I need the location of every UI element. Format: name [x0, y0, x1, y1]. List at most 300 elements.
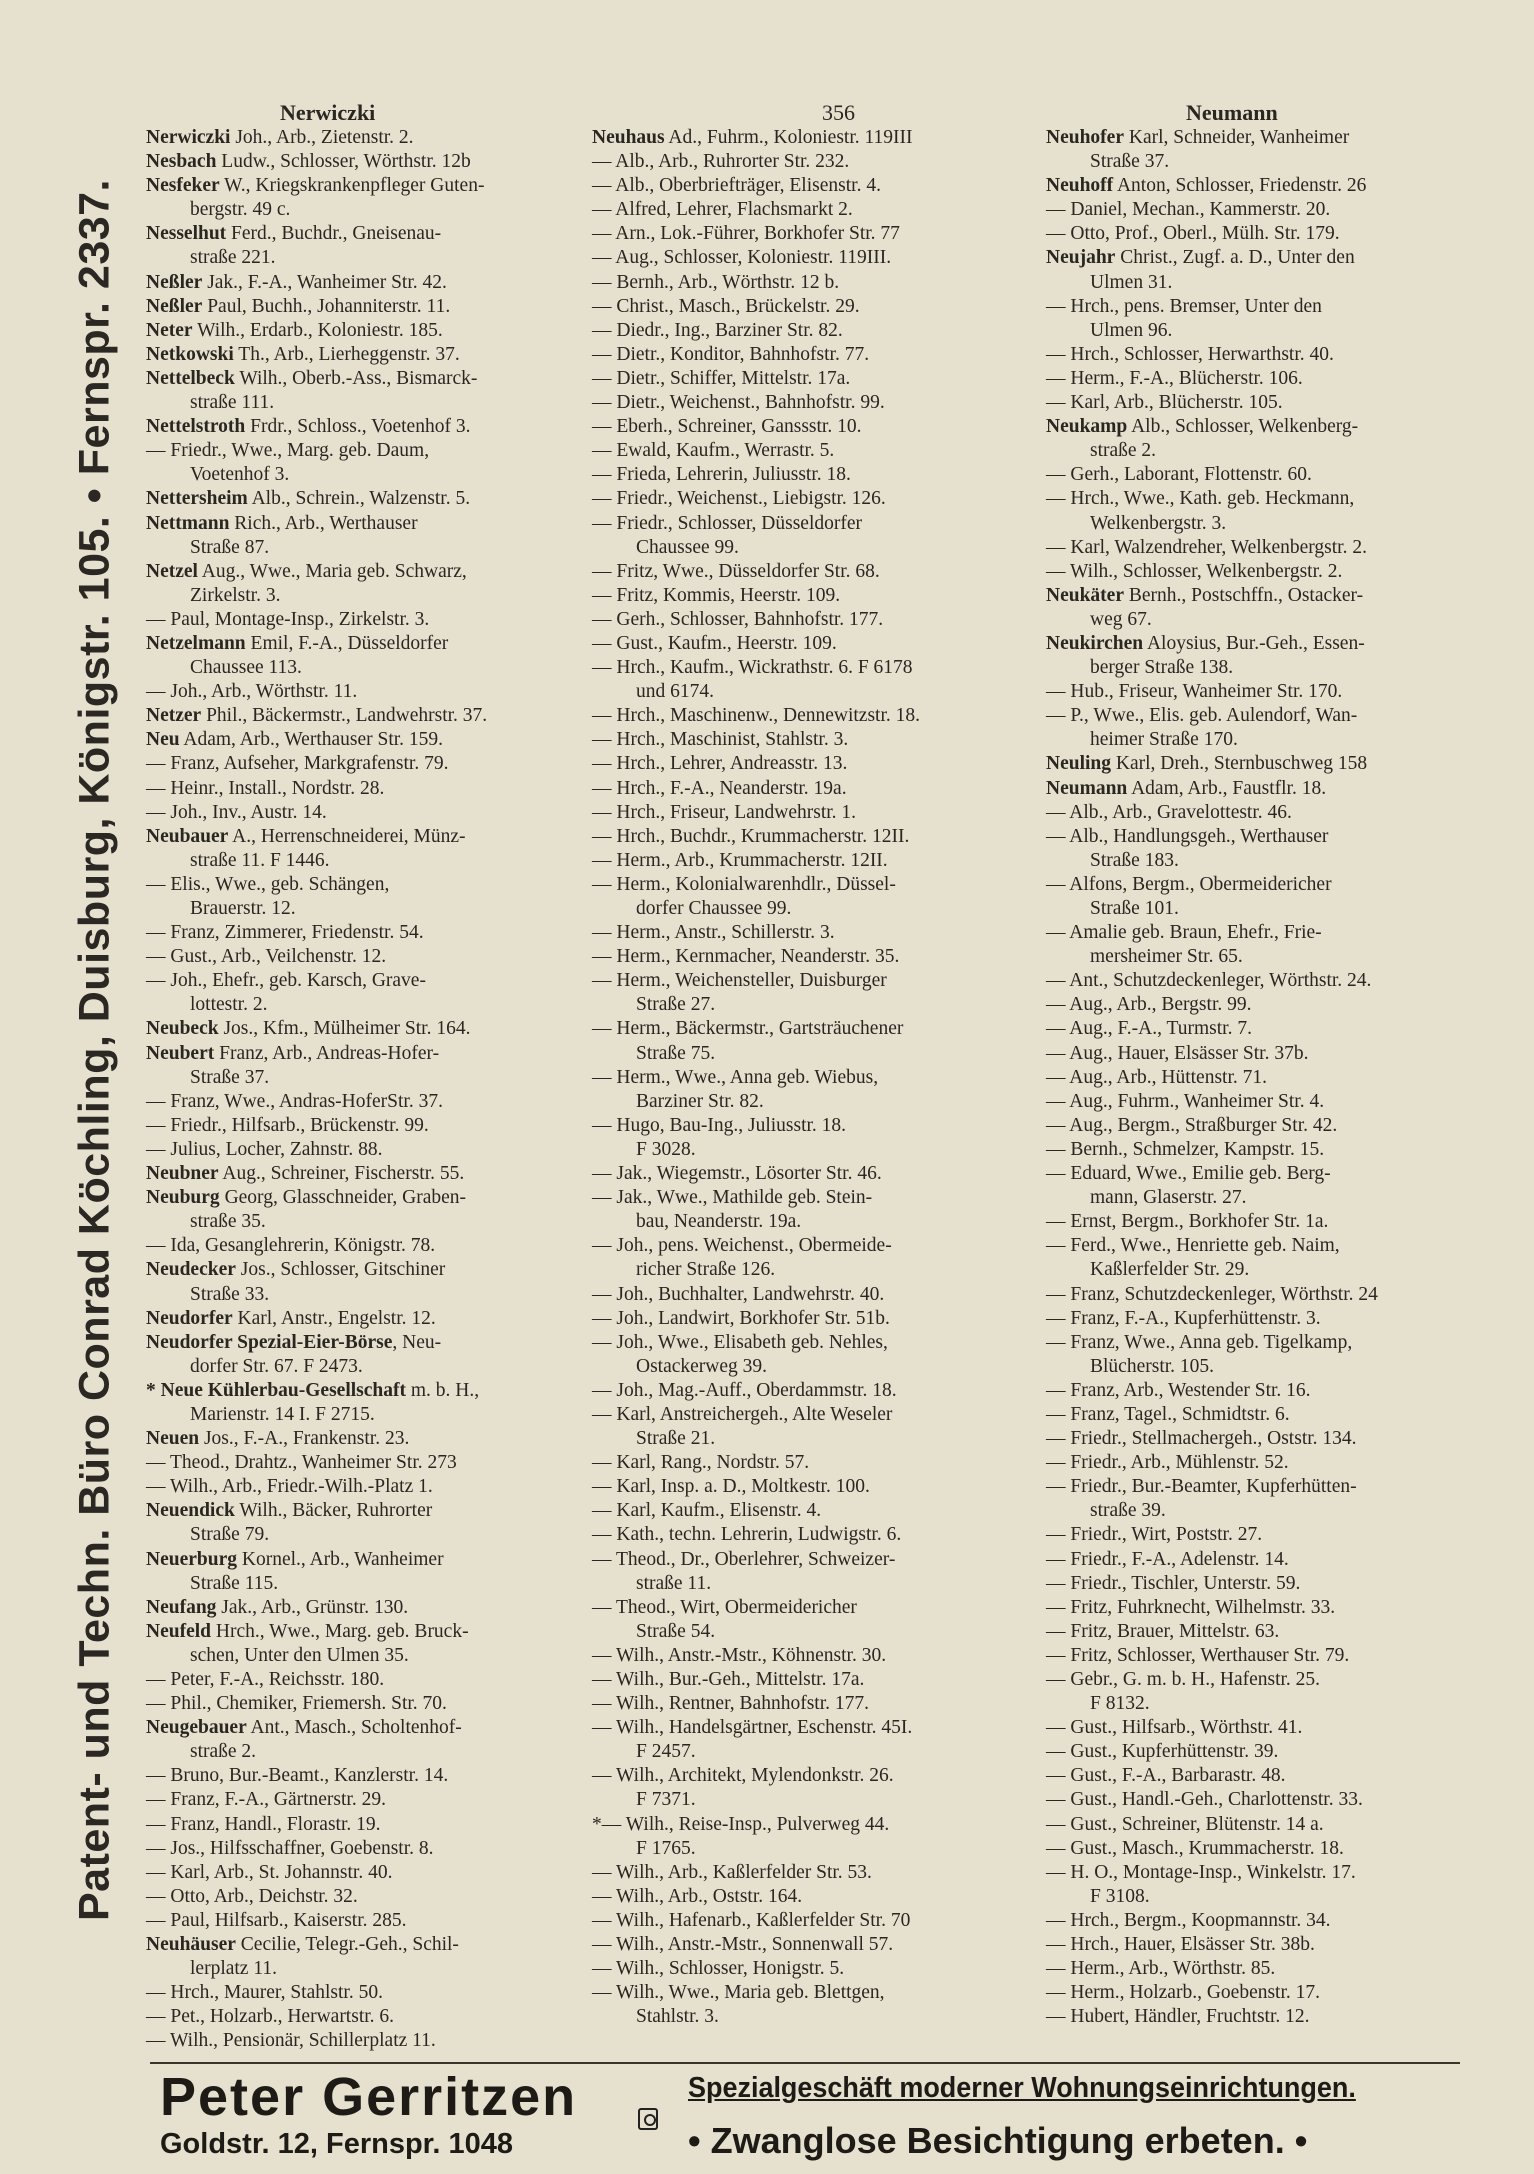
entry-text: — Peter, F.-A., Reichsstr. 180. — [146, 1669, 385, 1690]
header-last-entry: Neumann — [1186, 100, 1278, 125]
entry-text: bergstr. 49 c. — [190, 199, 291, 221]
directory-entry — [1046, 1066, 1378, 1090]
entry-surname: Nerwiczki — [146, 127, 231, 148]
directory-entry — [1046, 415, 1378, 439]
entry-text: Emil, F.-A., Düsseldorfer — [245, 632, 449, 654]
entry-text: — Hrch., Schlosser, Herwarthstr. 40. — [1046, 343, 1334, 365]
directory-entry — [146, 295, 487, 319]
entry-text: Karl, Dreh., Sternbuschweg 158 — [1111, 753, 1368, 775]
entry-surname: Neufang — [146, 1596, 217, 1618]
entry-continuation — [1046, 439, 1378, 463]
entry-text: — Friedr., Bur.-Beamter, Kupferhütten- — [1046, 1476, 1357, 1498]
entry-text: Straße 21. — [636, 1428, 716, 1450]
entry-text: — Christ., Masch., Brückelstr. 29. — [592, 295, 860, 317]
entry-text: — Joh., pens. Weichenst., Obermeide- — [592, 1235, 892, 1257]
entry-text: berger Straße 138. — [1090, 657, 1234, 679]
directory-entry — [592, 1114, 920, 1138]
directory-entry — [592, 1283, 920, 1307]
entry-text: — Eduard, Wwe., Emilie geb. Berg- — [1046, 1163, 1331, 1185]
directory-entry — [592, 1066, 920, 1090]
directory-entry — [1046, 1427, 1378, 1451]
entry-text: F 3108. — [1090, 1885, 1150, 1907]
ad-tagline: Spezialgeschäft moderner Wohnungseinrichtungen. — [688, 2072, 1356, 2104]
ad-divider — [150, 2062, 1460, 2064]
entry-text: — Aug., Arb., Hüttenstr. 71. — [1046, 1066, 1268, 1088]
directory-entry — [146, 1668, 487, 1692]
entry-text: dorfer Str. 67. F 2473. — [190, 1355, 363, 1377]
entry-continuation — [146, 656, 487, 680]
directory-entry — [146, 2005, 487, 2029]
directory-entry — [146, 367, 487, 391]
directory-entry — [1046, 921, 1378, 945]
entry-surname: Nettelbeck — [146, 367, 235, 389]
entry-text: — Hrch., Maschinenw., Dennewitzstr. 18. — [592, 705, 920, 727]
entry-surname: Neugebauer — [146, 1717, 247, 1739]
directory-entry — [1046, 1475, 1378, 1499]
entry-text: Welkenbergstr. 3. — [1090, 512, 1227, 534]
entry-text: — Hrch., Friseur, Landwehrstr. 1. — [592, 801, 857, 823]
entry-text: — Wilh., Rentner, Bahnhofstr. 177. — [592, 1693, 870, 1715]
entry-text: — Karl, Anstreichergeh., Alte Weseler — [592, 1403, 893, 1425]
entry-text: F 1765. — [636, 1837, 696, 1859]
entry-text: — Jak., Wiegemstr., Lösorter Str. 46. — [592, 1163, 882, 1185]
directory-entry — [1046, 704, 1378, 728]
directory-entry — [146, 1331, 487, 1355]
directory-entry — [1046, 1114, 1378, 1138]
directory-entry — [1046, 1716, 1378, 1740]
entry-text: Marienstr. 14 I. F 2715. — [190, 1403, 375, 1425]
entry-text: — Ewald, Kaufm., Werrastr. 5. — [592, 440, 835, 462]
entry-surname: Neßler — [146, 295, 203, 317]
directory-entry — [592, 1162, 920, 1186]
entry-text: Wilh., Erdarb., Koloniestr. 185. — [192, 319, 443, 341]
entry-continuation — [1046, 656, 1378, 680]
entry-text: straße 2. — [1090, 440, 1157, 462]
directory-entry — [592, 1475, 920, 1499]
directory-entry — [592, 1909, 920, 1933]
directory-entry — [592, 873, 920, 897]
directory-entry — [146, 969, 487, 993]
directory-entry — [1046, 1981, 1378, 2005]
directory-entry — [1046, 487, 1378, 511]
directory-entry — [146, 1090, 487, 1114]
entry-text: — Joh., Landwirt, Borkhofer Str. 51b. — [592, 1307, 890, 1329]
entry-surname: Nettmann — [146, 512, 230, 534]
entry-text: , Neu- — [392, 1331, 442, 1353]
entry-continuation — [146, 1644, 487, 1668]
directory-entry — [1046, 1861, 1378, 1885]
entry-continuation — [592, 1427, 920, 1451]
entry-text: — Wilh., Anstr.-Mstr., Sonnenwall 57. — [592, 1934, 894, 1956]
entry-text: — Friedr., Tischler, Unterstr. 59. — [1046, 1572, 1301, 1594]
entry-text: F 8132. — [1090, 1693, 1150, 1715]
entry-surname: Neukamp — [1046, 416, 1128, 438]
entry-text: Adam, Arb., Werthauser Str. 159. — [179, 729, 444, 751]
directory-entry — [592, 1234, 920, 1258]
entry-continuation — [592, 2005, 920, 2029]
entry-text: — Bruno, Bur.-Beamt., Kanzlerstr. 14. — [146, 1765, 449, 1787]
entry-continuation — [1046, 1499, 1378, 1523]
entry-text: — Arn., Lok.-Führer, Borkhofer Str. 77 — [592, 223, 900, 245]
directory-entry — [1046, 1740, 1378, 1764]
directory-entry — [146, 1933, 487, 1957]
directory-entry — [592, 1813, 920, 1837]
entry-text: Frdr., Schloss., Voetenhof 3. — [245, 416, 471, 438]
header-first-entry: Nerwiczki — [280, 100, 376, 125]
entry-text: Straße 27. — [636, 994, 716, 1016]
entry-text: — Hugo, Bau-Ing., Juliusstr. 18. — [592, 1114, 847, 1136]
entry-text: — Dietr., Konditor, Bahnhofstr. 77. — [592, 343, 870, 365]
entry-text: — Paul, Montage-Insp., Zirkelstr. 3. — [146, 608, 430, 630]
entry-text: — Aug., F.-A., Turmstr. 7. — [1046, 1018, 1252, 1040]
directory-entry — [592, 415, 920, 439]
directory-entry — [1046, 1813, 1378, 1837]
directory-entry — [1046, 343, 1378, 367]
directory-entry — [1046, 391, 1378, 415]
entry-text: — Wilh., Arb., Oststr. 164. — [592, 1885, 803, 1907]
entry-text: Bernh., Postschffn., Ostacker- — [1123, 584, 1364, 606]
directory-entry — [1046, 1042, 1378, 1066]
entry-text: Ulmen 31. — [1090, 271, 1173, 293]
entry-continuation — [1046, 1258, 1378, 1282]
entry-text: — Herm., Anstr., Schillerstr. 3. — [592, 922, 835, 944]
directory-entry — [146, 222, 487, 246]
entry-continuation — [592, 1138, 920, 1162]
entry-continuation — [146, 584, 487, 608]
entry-text: Straße 37. — [1090, 151, 1170, 173]
directory-entry — [146, 704, 487, 728]
entry-surname: Neudorfer Spezial-Eier-Börse — [146, 1331, 393, 1353]
entry-text: — Paul, Hilfsarb., Kaiserstr. 285. — [146, 1909, 407, 1931]
entry-continuation — [592, 993, 920, 1017]
directory-entry — [146, 126, 487, 150]
entry-text: F 3028. — [636, 1138, 696, 1160]
directory-entry — [146, 174, 487, 198]
entry-text: Kaßlerfelder Str. 29. — [1090, 1259, 1250, 1281]
entry-text: — Theod., Drahtz., Wanheimer Str. 273 — [146, 1452, 457, 1474]
entry-text: Georg, Glasschneider, Graben- — [219, 1187, 466, 1209]
entry-text: Straße 54. — [636, 1620, 716, 1642]
entry-text: Ant., Masch., Scholtenhof- — [246, 1717, 462, 1739]
entry-surname: Neter — [146, 319, 193, 341]
directory-entry — [146, 1885, 487, 1909]
entry-text: lottestr. 2. — [190, 994, 268, 1016]
entry-text: Hrch., Wwe., Marg. geb. Bruck- — [211, 1620, 469, 1642]
entry-continuation — [592, 1740, 920, 1764]
entry-text: — Joh., Buchhalter, Landwehrstr. 40. — [592, 1283, 885, 1305]
directory-entry — [146, 1427, 487, 1451]
directory-entry — [1046, 777, 1378, 801]
directory-entry — [592, 584, 920, 608]
directory-entry — [592, 246, 920, 270]
entry-text: Aug., Wwe., Maria geb. Schwarz, — [197, 560, 467, 582]
directory-entry — [1046, 295, 1378, 319]
entry-text: Straße 115. — [190, 1572, 279, 1594]
entry-text: — Aug., Bergm., Straßburger Str. 42. — [1046, 1114, 1338, 1136]
directory-entry — [146, 945, 487, 969]
entry-text: Jos., Kfm., Mülheimer Str. 164. — [218, 1018, 471, 1040]
entry-text: — Otto, Arb., Deichstr. 32. — [146, 1885, 358, 1907]
entry-text: — Hrch., F.-A., Neanderstr. 19a. — [592, 777, 847, 799]
directory-entry — [146, 608, 487, 632]
entry-surname: Nesselhut — [146, 223, 227, 245]
entry-text: — Franz, F.-A., Kupferhüttenstr. 3. — [1046, 1307, 1321, 1329]
entry-text: — Friedr., Weichenst., Liebigstr. 126. — [592, 488, 886, 510]
entry-continuation — [146, 897, 487, 921]
directory-entry — [1046, 1090, 1378, 1114]
entry-continuation — [146, 1403, 487, 1427]
entry-text: — Wilh., Arb., Friedr.-Wilh.-Platz 1. — [146, 1476, 433, 1498]
entry-text: — Karl, Arb., St. Johannstr. 40. — [146, 1861, 393, 1883]
directory-entry — [1046, 1307, 1378, 1331]
directory-entry — [1046, 198, 1378, 222]
directory-entry — [146, 1596, 487, 1620]
directory-entry — [146, 512, 487, 536]
entry-text: — Daniel, Mechan., Kammerstr. 20. — [1046, 199, 1331, 221]
entry-text: Straße 101. — [1090, 898, 1179, 919]
entry-text: — Gust., Handl.-Geh., Charlottenstr. 33. — [1046, 1789, 1363, 1811]
entry-text: — Fritz, Schlosser, Werthauser Str. 79. — [1046, 1644, 1350, 1666]
entry-text: *— Wilh., Reise-Insp., Pulverweg 44. — [592, 1813, 890, 1835]
entry-continuation — [146, 463, 487, 487]
directory-entry — [592, 512, 920, 536]
entry-text: — Karl, Walzendreher, Welkenbergstr. 2. — [1046, 536, 1367, 558]
directory-entry — [1046, 969, 1378, 993]
ad-invitation: • Zwanglose Besichtigung erbeten. • — [688, 2120, 1308, 2161]
directory-entry — [146, 1548, 487, 1572]
entry-text: — Friedr., Stellmachergeh., Oststr. 134. — [1046, 1428, 1357, 1450]
entry-text: Adam, Arb., Faustflr. 18. — [1127, 777, 1327, 799]
entry-surname: Nesfeker — [146, 175, 220, 197]
directory-entry — [592, 1716, 920, 1740]
entry-surname: Neuburg — [146, 1187, 220, 1209]
directory-entry — [146, 487, 487, 511]
directory-entry — [592, 1668, 920, 1692]
entry-text: Jos., Schlosser, Gitschiner — [235, 1259, 446, 1281]
directory-entry — [146, 1788, 487, 1812]
entry-text: — Fritz, Kommis, Heerstr. 109. — [592, 584, 841, 606]
directory-entry — [1046, 1764, 1378, 1788]
entry-text: Alb., Schrein., Walzenstr. 5. — [247, 488, 471, 510]
entry-text: — Aug., Hauer, Elsässer Str. 37b. — [1046, 1042, 1309, 1064]
entry-surname: * Neue Kühlerbau-Gesellschaft — [146, 1379, 406, 1401]
entry-text: straße 11. F 1446. — [190, 849, 330, 871]
entry-text: — Franz, F.-A., Gärtnerstr. 29. — [146, 1789, 386, 1811]
entry-surname: Neuhoff — [1046, 175, 1114, 197]
entry-text: — Hrch., Lehrer, Andreasstr. 13. — [592, 753, 848, 775]
directory-entry — [146, 1379, 487, 1403]
entry-continuation — [592, 1572, 920, 1596]
directory-entry — [592, 487, 920, 511]
entry-text: — Ant., Schutzdeckenleger, Wörthstr. 24. — [1046, 970, 1372, 992]
entry-text: — Alb., Arb., Ruhrorter Str. 232. — [592, 151, 850, 173]
entry-text: — Joh., Arb., Wörthstr. 11. — [146, 681, 358, 703]
directory-entry — [146, 1042, 487, 1066]
entry-surname: Neßler — [146, 271, 203, 293]
ad-company-name: Peter Gerritzen — [160, 2067, 578, 2127]
entry-text: Jak., Arb., Grünstr. 130. — [216, 1596, 409, 1618]
entry-text: — Gerh., Schlosser, Bahnhofstr. 177. — [592, 608, 884, 630]
entry-text: — Wilh., Arb., Kaßlerfelder Str. 53. — [592, 1861, 872, 1883]
entry-text: Straße 183. — [1090, 849, 1179, 871]
entry-text: — Friedr., Wwe., Marg. geb. Daum, — [146, 440, 430, 462]
entry-continuation — [592, 680, 920, 704]
entry-text: bau, Neanderstr. 19a. — [636, 1211, 802, 1233]
entry-text: — Pet., Holzarb., Herwartstr. 6. — [146, 2006, 395, 2028]
entry-text: Th., Arb., Lierheggenstr. 37. — [233, 343, 460, 365]
entry-text: — Wilh., Wwe., Maria geb. Blettgen, — [592, 1982, 885, 2004]
entry-text: — Karl, Rang., Nordstr. 57. — [592, 1452, 810, 1474]
entry-text: Blücherstr. 105. — [1090, 1355, 1215, 1377]
directory-entry — [592, 1548, 920, 1572]
directory-entry — [592, 1861, 920, 1885]
entry-continuation — [146, 1572, 487, 1596]
entry-text: — Friedr., F.-A., Adelenstr. 14. — [1046, 1548, 1289, 1570]
directory-entry — [146, 1234, 487, 1258]
entry-text: — Kath., techn. Lehrerin, Ludwigstr. 6. — [592, 1524, 902, 1546]
directory-entry — [1046, 1572, 1378, 1596]
entry-continuation — [1046, 608, 1378, 632]
entry-surname: Neuhofer — [1046, 127, 1124, 148]
entry-continuation — [146, 1957, 487, 1981]
entry-surname: Netzer — [146, 705, 202, 727]
entry-continuation — [146, 1740, 487, 1764]
entry-text: — Wilh., Anstr.-Mstr., Köhnenstr. 30. — [592, 1644, 887, 1666]
directory-entry — [1046, 680, 1378, 704]
directory-entry — [1046, 1668, 1378, 1692]
entry-text: Wilh., Oberb.-Ass., Bismarck- — [234, 367, 478, 389]
entry-text: — Bernh., Arb., Wörthstr. 12 b. — [592, 271, 840, 293]
directory-entry — [1046, 536, 1378, 560]
entry-continuation — [146, 1066, 487, 1090]
entry-text: — Fritz, Wwe., Düsseldorfer Str. 68. — [592, 560, 880, 582]
entry-continuation — [146, 993, 487, 1017]
entry-text: Joh., Arb., Zietenstr. 2. — [230, 127, 414, 148]
directory-entry — [1046, 1234, 1378, 1258]
entry-text: — Herm., Arb., Krummacherstr. 12II. — [592, 849, 888, 871]
entry-text: A., Herrenschneiderei, Münz- — [228, 825, 466, 847]
directory-entry — [1046, 825, 1378, 849]
directory-entry — [592, 945, 920, 969]
entry-surname: Netzel — [146, 560, 198, 582]
directory-entry — [146, 1981, 487, 2005]
entry-text: — Joh., Wwe., Elisabeth geb. Nehles, — [592, 1331, 888, 1353]
entry-continuation — [1046, 1355, 1378, 1379]
entry-surname: Neuerburg — [146, 1548, 237, 1570]
entry-text: — Dietr., Weichenst., Bahnhofstr. 99. — [592, 392, 885, 414]
entry-text: — Hrch., Maschinist, Stahlstr. 3. — [592, 729, 849, 751]
directory-entry — [146, 1813, 487, 1837]
directory-entry — [592, 1644, 920, 1668]
entry-text: Chaussee 99. — [636, 536, 739, 558]
entry-continuation — [1046, 849, 1378, 873]
entry-surname: Neuen — [146, 1428, 200, 1450]
column-3 — [1046, 126, 1378, 2029]
directory-entry — [592, 126, 920, 150]
entry-text: — Gerh., Laborant, Flottenstr. 60. — [1046, 464, 1312, 486]
directory-entry — [592, 295, 920, 319]
entry-text: — Herm., Kolonialwarenhdlr., Düssel- — [592, 873, 896, 895]
directory-entry — [1046, 1548, 1378, 1572]
entry-text: — Fritz, Fuhrknecht, Wilhelmstr. 33. — [1046, 1596, 1336, 1618]
entry-text: — Theod., Wirt, Obermeidericher — [592, 1596, 857, 1618]
entry-text: — Fritz, Brauer, Mittelstr. 63. — [1046, 1620, 1280, 1642]
entry-text: — Gust., Masch., Krummacherstr. 18. — [1046, 1837, 1344, 1859]
entry-text: Ulmen 96. — [1090, 319, 1173, 341]
entry-continuation — [1046, 1186, 1378, 1210]
directory-entry — [1046, 1379, 1378, 1403]
directory-entry — [1046, 174, 1378, 198]
entry-continuation — [146, 391, 487, 415]
entry-text: mersheimer Str. 65. — [1090, 946, 1243, 968]
entry-text: — Herm., Bäckermstr., Gartsträuchener — [592, 1018, 904, 1040]
entry-surname: Nettersheim — [146, 488, 248, 510]
entry-text: Karl, Schneider, Wanheimer — [1123, 127, 1350, 148]
directory-entry — [592, 150, 920, 174]
directory-entry — [1046, 1403, 1378, 1427]
directory-entry — [1046, 1596, 1378, 1620]
directory-entry — [146, 2029, 487, 2053]
entry-text: straße 39. — [1090, 1500, 1166, 1522]
entry-text: — Theod., Dr., Oberlehrer, Schweizer- — [592, 1548, 896, 1570]
entry-text: Stahlstr. 3. — [636, 2006, 719, 2028]
entry-text: straße 111. — [190, 392, 275, 414]
directory-entry — [1046, 993, 1378, 1017]
entry-text: — Gebr., G. m. b. H., Hafenstr. 25. — [1046, 1669, 1321, 1690]
entry-text: — Herm., Weichensteller, Duisburger — [592, 970, 887, 992]
entry-surname: Neudecker — [146, 1259, 236, 1281]
entry-text: Aug., Schreiner, Fischerstr. 55. — [218, 1163, 465, 1185]
directory-entry — [592, 367, 920, 391]
directory-entry — [592, 1331, 920, 1355]
directory-entry — [1046, 463, 1378, 487]
entry-text: — Hrch., pens. Bremser, Unter den — [1046, 295, 1322, 317]
entry-text: weg 67. — [1090, 608, 1152, 630]
entry-surname: Neufeld — [146, 1620, 211, 1642]
entry-text: — Herm., F.-A., Blücherstr. 106. — [1046, 367, 1303, 389]
directory-entry — [146, 1017, 487, 1041]
entry-text: Straße 75. — [636, 1042, 716, 1064]
entry-text: dorfer Chaussee 99. — [636, 898, 792, 919]
entry-surname: Neu — [146, 729, 180, 751]
entry-text: — Alfons, Bergm., Obermeidericher — [1046, 873, 1332, 895]
entry-text: — P., Wwe., Elis. geb. Aulendorf, Wan- — [1046, 705, 1358, 727]
entry-text: — Ida, Gesanglehrerin, Königstr. 78. — [146, 1235, 436, 1257]
directory-entry — [1046, 1620, 1378, 1644]
directory-entry — [592, 391, 920, 415]
entry-text: Zirkelstr. 3. — [190, 584, 281, 606]
directory-entry — [592, 1957, 920, 1981]
entry-text: Straße 79. — [190, 1524, 270, 1546]
entry-text: — Ernst, Bergm., Borkhofer Str. 1a. — [1046, 1211, 1329, 1233]
directory-entry — [146, 1186, 487, 1210]
entry-text: — Otto, Prof., Oberl., Mülh. Str. 179. — [1046, 223, 1340, 245]
entry-text: Aloysius, Bur.-Geh., Essen- — [1143, 632, 1365, 654]
entry-text: — Dietr., Schiffer, Mittelstr. 17a. — [592, 367, 851, 389]
entry-text: — Franz, Tagel., Schmidtstr. 6. — [1046, 1403, 1290, 1425]
directory-entry — [146, 1475, 487, 1499]
entry-continuation — [592, 1258, 920, 1282]
sidebar-advertisement: Patent- und Techn. Büro Conrad Köchling, Duisburg, Königstr. 105. • Fernspr. 2337. — [70, 178, 119, 1922]
entry-text: — Amalie geb. Braun, Ehefr., Frie- — [1046, 922, 1322, 944]
entry-text: — Bernh., Schmelzer, Kampstr. 15. — [1046, 1138, 1325, 1160]
directory-entry — [1046, 584, 1378, 608]
entry-text: — Hrch., Kaufm., Wickrathstr. 6. F 6178 — [592, 657, 913, 679]
directory-entry — [146, 680, 487, 704]
entry-text: — Elis., Wwe., geb. Schängen, — [146, 873, 390, 895]
directory-entry — [592, 752, 920, 776]
entry-text: Straße 33. — [190, 1283, 270, 1305]
